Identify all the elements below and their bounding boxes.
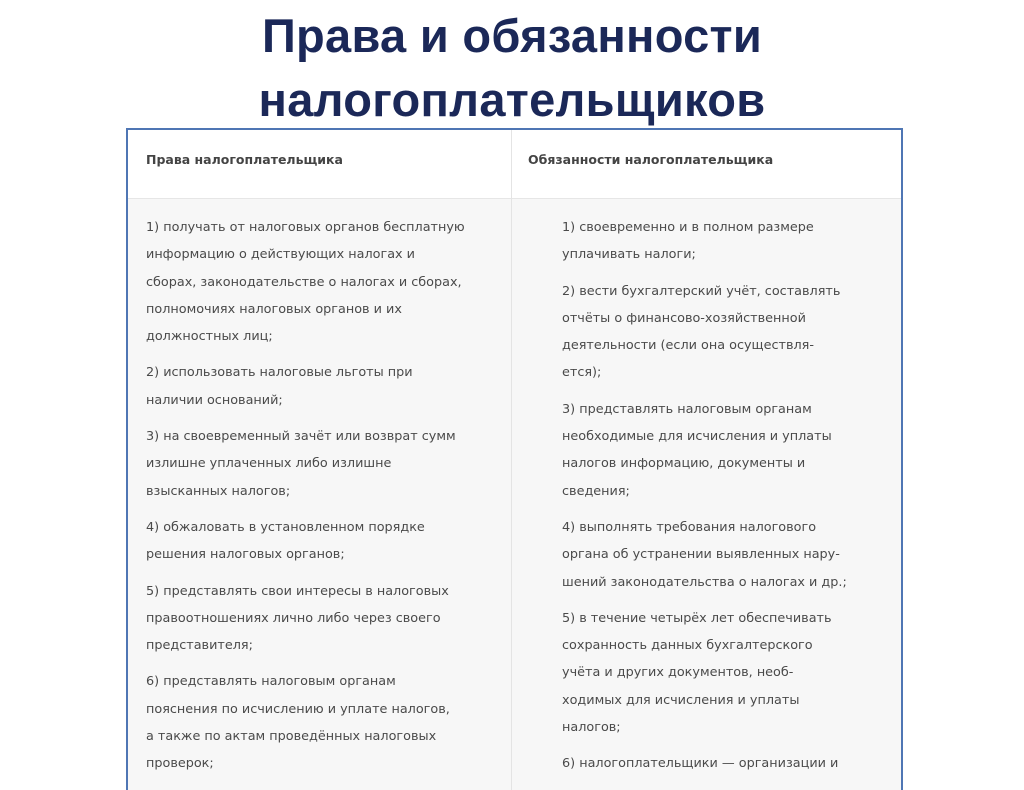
item-line: ходимых для исчисления и уплаты xyxy=(562,692,800,708)
rights-duties-table xyxy=(126,128,903,790)
duties-item xyxy=(562,514,847,596)
header-rights: Права налогоплательщика xyxy=(146,152,343,167)
title-line-2: налогоплательщиков xyxy=(258,73,766,126)
item-line: 1) получать от налоговых органов бесплатную xyxy=(146,220,465,235)
rights-item xyxy=(146,578,465,660)
rights-item xyxy=(146,668,465,777)
item-line: органа об устранении выявленных нару- xyxy=(562,547,840,563)
item-line: правоотношениях лично либо через своего xyxy=(146,610,441,626)
rights-column xyxy=(146,214,465,787)
item-line: налогов; xyxy=(562,720,621,736)
title-line-1: Права и обязанности xyxy=(261,9,763,62)
duties-item xyxy=(562,214,847,269)
item-line: излишне уплаченных либо излишне xyxy=(146,456,392,472)
item-line: взысканных налогов; xyxy=(146,483,291,499)
item-line: 5) представлять свои интересы в налоговых xyxy=(146,583,449,599)
item-line: сведения; xyxy=(562,483,630,499)
rights-item xyxy=(146,214,465,350)
rights-item xyxy=(146,514,465,569)
item-line: полномочиях налоговых органов и их xyxy=(146,301,402,317)
duties-column xyxy=(562,214,847,787)
duties-item xyxy=(562,396,847,505)
item-line: налогов информацию, документы и xyxy=(562,456,806,472)
item-line: проверок; xyxy=(146,756,214,772)
item-line: 2) вести бухгалтерский учёт, составлять xyxy=(562,283,841,299)
item-line: шений законодательства о налогах и др.; xyxy=(562,574,847,590)
header-duties: Обязанности налогоплательщика xyxy=(528,152,774,167)
item-line: ется); xyxy=(562,365,602,381)
rights-item xyxy=(146,359,465,414)
item-line: сборах, законодательстве о налогах и сборах, xyxy=(146,274,462,290)
duties-item xyxy=(562,278,847,387)
item-line: представителя; xyxy=(146,638,253,654)
item-line: уплачивать налоги; xyxy=(562,247,696,263)
slide-title xyxy=(0,4,1024,132)
item-line: 4) обжаловать в установленном порядке xyxy=(146,519,425,535)
item-line: 3) представлять налоговым органам xyxy=(562,401,812,417)
item-line: 6) представлять налоговым органам xyxy=(146,674,396,690)
rights-item xyxy=(146,423,465,505)
duties-item xyxy=(562,605,847,741)
item-line: 4) выполнять требования налогового xyxy=(562,519,817,535)
item-line: деятельности (если она осуществля- xyxy=(562,338,815,354)
item-line: 2) использовать налоговые льготы при xyxy=(146,365,413,381)
item-line: решения налоговых органов; xyxy=(146,547,345,563)
item-line: 5) в течение четырёх лет обеспечивать xyxy=(562,610,832,626)
column-divider xyxy=(511,130,512,790)
duties-item xyxy=(562,750,847,777)
item-line: 1) своевременно и в полном размере xyxy=(562,220,814,235)
item-line: необходимые для исчисления и уплаты xyxy=(562,429,832,445)
item-line: сохранность данных бухгалтерского xyxy=(562,638,813,654)
item-line: должностных лиц; xyxy=(146,329,273,345)
item-line: 3) на своевременный зачёт или возврат сумм xyxy=(146,429,456,445)
item-line: а также по актам проведённых налоговых xyxy=(146,729,437,745)
item-line: учёта и других документов, необ- xyxy=(562,665,794,681)
item-line: пояснения по исчислению и уплате налогов, xyxy=(146,701,450,717)
item-line: отчёты о финансово-хозяйственной xyxy=(562,310,806,326)
item-line: 6) налогоплательщики — организации и xyxy=(562,756,839,772)
item-line: наличии оснований; xyxy=(146,392,283,408)
item-line: информацию о действующих налогах и xyxy=(146,247,416,263)
